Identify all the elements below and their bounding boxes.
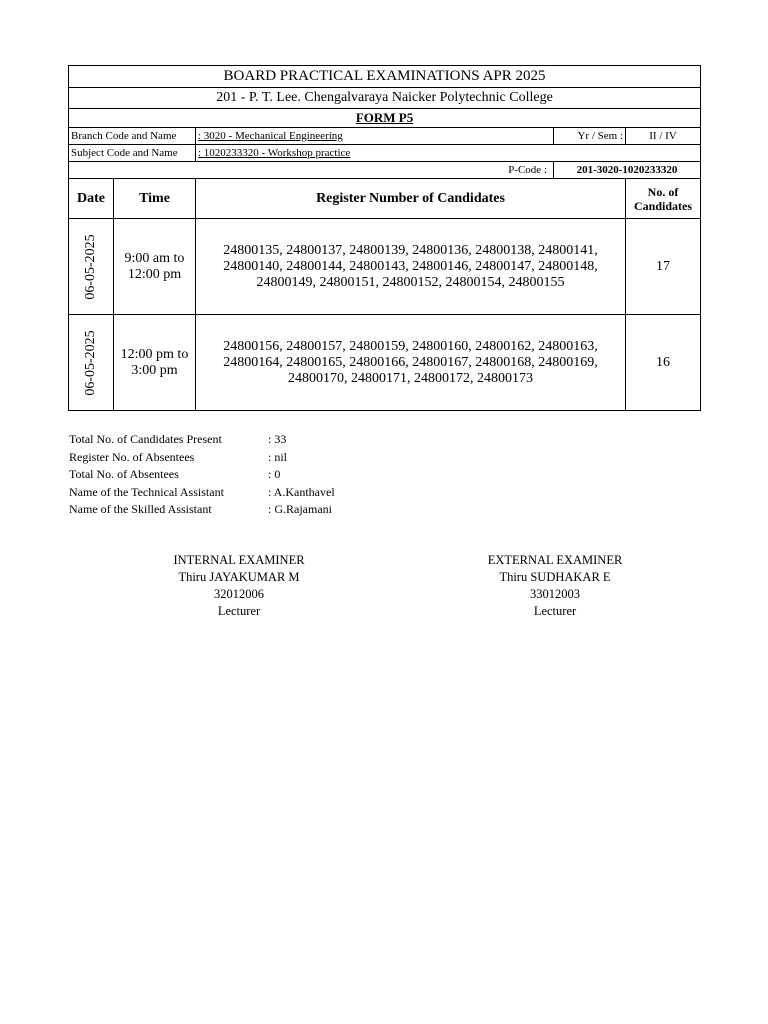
yr-sem-value: II / IV <box>626 128 701 145</box>
col-time: Time <box>114 179 196 219</box>
exam-title: BOARD PRACTICAL EXAMINATIONS APR 2025 <box>69 66 701 88</box>
date-cell <box>69 315 114 411</box>
register-numbers-cell: 24800135, 24800137, 24800139, 24800136, 24800138, 24800141, 24800140, 24800144, 24800143, 24800146, 24800147, 24800148, 24800149, 24800151, 24800152, 24800154, 24800155 <box>196 219 626 315</box>
branch-value: : 3020 - Mechanical Engineering <box>196 128 554 145</box>
summary-row <box>69 449 335 467</box>
summary-value: : G.Rajamani <box>268 502 332 516</box>
date-cell <box>69 219 114 315</box>
summary-label: Name of the Skilled Assistant <box>69 502 212 516</box>
date-text: 06-05-2025 <box>83 233 98 300</box>
external-examiner-designation: Lecturer <box>533 604 577 618</box>
summary-value: : 33 <box>268 432 287 446</box>
time-cell: 12:00 pm to 3:00 pm <box>114 315 196 411</box>
summary-value: : A.Kanthavel <box>268 484 335 499</box>
summary-label: Register No. of Absentees <box>69 449 195 464</box>
yr-sem-label: Yr / Sem : <box>554 128 626 145</box>
internal-examiner-block <box>139 552 339 620</box>
col-date: Date <box>69 179 114 219</box>
candidates-table <box>68 178 701 411</box>
summary-row <box>69 484 335 502</box>
count-cell: 16 <box>626 315 701 411</box>
external-examiner-title: EXTERNAL EXAMINER <box>487 553 623 567</box>
summary-label: Total No. of Candidates Present <box>69 432 222 446</box>
date-text: 06-05-2025 <box>83 329 98 396</box>
subject-label: Subject Code and Name <box>69 145 196 162</box>
count-cell: 17 <box>626 219 701 315</box>
external-examiner-id: 33012003 <box>530 587 580 601</box>
col-register-numbers: Register Number of Candidates <box>196 179 626 219</box>
summary-row <box>69 431 335 449</box>
table-row <box>69 219 701 315</box>
header-table <box>68 65 701 179</box>
summary-row <box>69 466 335 484</box>
form-name: FORM P5 <box>69 109 701 128</box>
branch-label: Branch Code and Name <box>69 128 196 145</box>
summary-label: Name of the Technical Assistant <box>69 484 224 499</box>
form-sheet <box>68 65 700 411</box>
internal-examiner-designation: Lecturer <box>217 604 261 618</box>
internal-examiner-title: INTERNAL EXAMINER <box>173 553 305 567</box>
summary-block <box>69 431 335 519</box>
col-no-of-candidates: No. of Candidates <box>626 179 701 219</box>
internal-examiner-id: 32012006 <box>214 587 264 601</box>
summary-row <box>69 501 335 519</box>
internal-examiner-name: Thiru JAYAKUMAR M <box>178 570 300 584</box>
summary-value: : nil <box>268 449 288 464</box>
table-row <box>69 315 701 411</box>
summary-value: : 0 <box>268 467 281 481</box>
pcode-label: P-Code : <box>69 162 554 179</box>
table-header-row <box>69 179 701 219</box>
summary-label: Total No. of Absentees <box>69 467 179 481</box>
time-cell: 9:00 am to 12:00 pm <box>114 219 196 315</box>
register-numbers-cell: 24800156, 24800157, 24800159, 24800160, 24800162, 24800163, 24800164, 24800165, 24800166, 24800167, 24800168, 24800169, 24800170, 24800171, 24800172, 24800173 <box>196 315 626 411</box>
subject-value: : 1020233320 - Workshop practice <box>196 145 701 162</box>
external-examiner-name: Thiru SUDHAKAR E <box>499 570 611 584</box>
college-name: 201 - P. T. Lee. Chengalvaraya Naicker Polytechnic College <box>69 88 701 109</box>
external-examiner-block <box>455 552 655 620</box>
pcode-value: 201-3020-1020233320 <box>554 162 701 179</box>
